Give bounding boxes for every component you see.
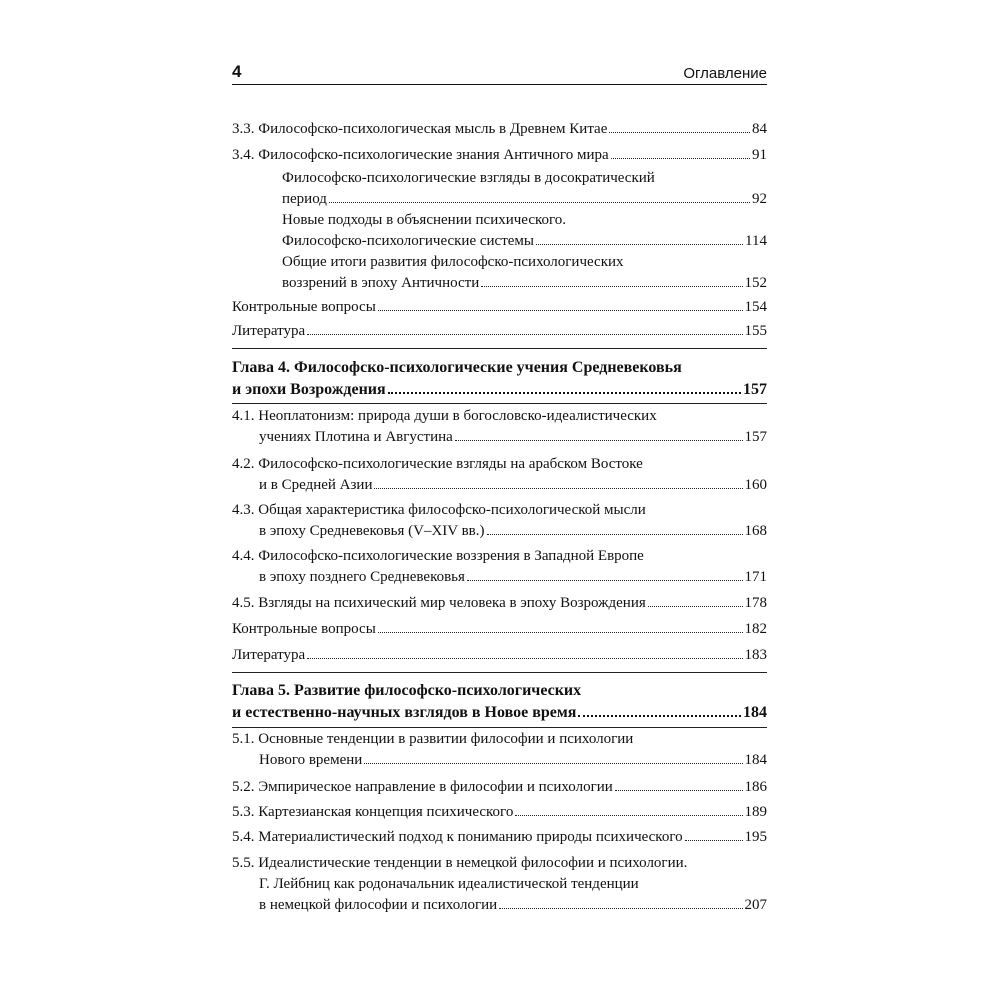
toc-chapter-5[interactable] — [232, 680, 767, 724]
entry-title-cont: и в Средней Азии — [259, 477, 373, 493]
dot-leader — [378, 631, 743, 633]
entry-title: 5.5. Идеалистические тенденции в немецкой философии и психологии. — [232, 855, 688, 871]
toc-entry-5-1[interactable] — [232, 729, 767, 771]
entry-page: 195 — [744, 829, 767, 845]
toc-subentry-new-approaches[interactable] — [232, 210, 767, 252]
running-title: Оглавление — [683, 65, 767, 82]
dot-leader — [307, 333, 742, 335]
toc-entry-literature-4[interactable] — [232, 645, 767, 666]
entry-title: 3.4. Философско-психологические знания Античного мира — [232, 147, 609, 163]
entry-title: 5.4. Материалистический подход к пониманию природы психического — [232, 829, 683, 845]
dot-leader — [374, 487, 742, 489]
entry-title-cont: Нового времени — [259, 752, 363, 768]
entry-page: 186 — [744, 779, 767, 795]
entry-page: 154 — [744, 299, 767, 315]
toc-entry-review-questions-4[interactable] — [232, 619, 767, 640]
entry-page: 178 — [744, 595, 767, 611]
toc-subentry-presocratic[interactable] — [232, 168, 767, 210]
entry-title-cont: период — [282, 191, 327, 207]
dot-leader — [329, 201, 750, 203]
dot-leader — [455, 439, 743, 441]
dot-leader — [609, 131, 750, 133]
entry-title: Новые подходы в объяснении психического. — [282, 212, 567, 228]
entry-title: Контрольные вопросы — [232, 299, 376, 315]
entry-page: 91 — [752, 147, 767, 163]
entry-title-cont: воззрений в эпоху Античности — [282, 275, 480, 291]
toc-entry-4-4[interactable] — [232, 546, 767, 588]
entry-title-cont: в немецкой философии и психологии — [259, 897, 498, 913]
page-number: 4 — [232, 62, 242, 81]
dot-leader — [515, 814, 742, 816]
toc-entry-4-5[interactable] — [232, 593, 767, 614]
entry-title: 4.4. Философско-психологические воззрения в Западной Европе — [232, 548, 644, 564]
chapter-title: Глава 5. Развитие философско-психологических — [232, 682, 582, 699]
dot-leader — [364, 762, 742, 764]
entry-title-cont: Философско-психологические системы — [282, 233, 534, 249]
entry-title: Литература — [232, 323, 306, 339]
entry-title: Контрольные вопросы — [232, 621, 376, 637]
entry-title: 5.2. Эмпирическое направление в философии и психологии — [232, 779, 613, 795]
dot-leader — [481, 285, 742, 287]
entry-page: 183 — [744, 647, 767, 663]
dot-leader — [578, 714, 741, 717]
entry-title: Литература — [232, 647, 306, 663]
dot-leader — [685, 839, 743, 841]
dot-leader — [536, 243, 743, 245]
chapter-page: 184 — [743, 704, 767, 721]
entry-page: 189 — [744, 804, 767, 820]
toc-entry-3-4[interactable] — [232, 145, 767, 166]
chapter-divider — [232, 672, 767, 673]
entry-title: 4.2. Философско-психологические взгляды на арабском Востоке — [232, 456, 643, 472]
dot-leader — [611, 157, 750, 159]
entry-title: 4.5. Взгляды на психический мир человека в эпоху Возрождения — [232, 595, 646, 611]
chapter-title-cont: и естественно-научных взглядов в Новое время — [232, 704, 577, 721]
entry-title: 3.3. Философско-психологическая мысль в Древнем Китае — [232, 121, 608, 137]
toc-entry-5-4[interactable] — [232, 827, 767, 848]
dot-leader — [648, 605, 743, 607]
chapter-divider — [232, 727, 767, 728]
toc-entry-review-questions-3[interactable] — [232, 297, 767, 318]
header-rule — [232, 84, 767, 85]
toc-chapter-4[interactable] — [232, 357, 767, 401]
toc-entry-3-3[interactable] — [232, 119, 767, 140]
entry-title: 5.1. Основные тенденции в развитии философии и психологии — [232, 731, 634, 747]
dot-leader — [378, 309, 743, 311]
dot-leader — [467, 579, 743, 581]
entry-title: Философско-психологические взгляды в досократический — [282, 170, 655, 186]
dot-leader — [388, 391, 741, 394]
entry-page: 184 — [744, 752, 767, 768]
toc-entry-5-3[interactable] — [232, 802, 767, 823]
entry-page: 182 — [744, 621, 767, 637]
chapter-page: 157 — [743, 381, 767, 398]
chapter-divider — [232, 348, 767, 349]
entry-page: 152 — [744, 275, 767, 291]
toc-entry-4-2[interactable] — [232, 454, 767, 496]
toc-entry-5-2[interactable] — [232, 777, 767, 798]
dot-leader — [307, 657, 742, 659]
entry-page: 155 — [744, 323, 767, 339]
dot-leader — [487, 533, 743, 535]
chapter-divider — [232, 403, 767, 404]
entry-title-cont: Г. Лейбниц как родоначальник идеалистической тенденции — [259, 876, 639, 892]
toc-entry-literature-3[interactable] — [232, 321, 767, 342]
chapter-title-cont: и эпохи Возрождения — [232, 381, 386, 398]
running-header — [232, 62, 767, 82]
entry-page: 171 — [744, 569, 767, 585]
entry-page: 114 — [745, 233, 767, 249]
entry-title: 5.3. Картезианская концепция психического — [232, 804, 514, 820]
dot-leader — [615, 789, 743, 791]
chapter-title: Глава 4. Философско-психологические учения Средневековья — [232, 359, 682, 376]
entry-page: 207 — [744, 897, 767, 913]
entry-title-cont: учениях Плотина и Августина — [259, 429, 453, 445]
entry-title: Общие итоги развития философско-психологических — [282, 254, 624, 270]
toc-entry-4-3[interactable] — [232, 500, 767, 542]
entry-page: 160 — [744, 477, 767, 493]
entry-title: 4.1. Неоплатонизм: природа души в богословско-идеалистических — [232, 408, 657, 424]
entry-title-cont: в эпоху Средневековья (V–XIV вв.) — [259, 523, 485, 539]
entry-page: 168 — [744, 523, 767, 539]
entry-title: 4.3. Общая характеристика философско-психологической мысли — [232, 502, 646, 518]
entry-title-cont: в эпоху позднего Средневековья — [259, 569, 465, 585]
entry-page: 84 — [752, 121, 767, 137]
entry-page: 92 — [752, 191, 767, 207]
dot-leader — [499, 907, 742, 909]
toc-subentry-summary[interactable] — [232, 252, 767, 294]
entry-page: 157 — [744, 429, 767, 445]
toc-entry-5-5[interactable] — [232, 853, 767, 916]
toc-entry-4-1[interactable] — [232, 406, 767, 448]
